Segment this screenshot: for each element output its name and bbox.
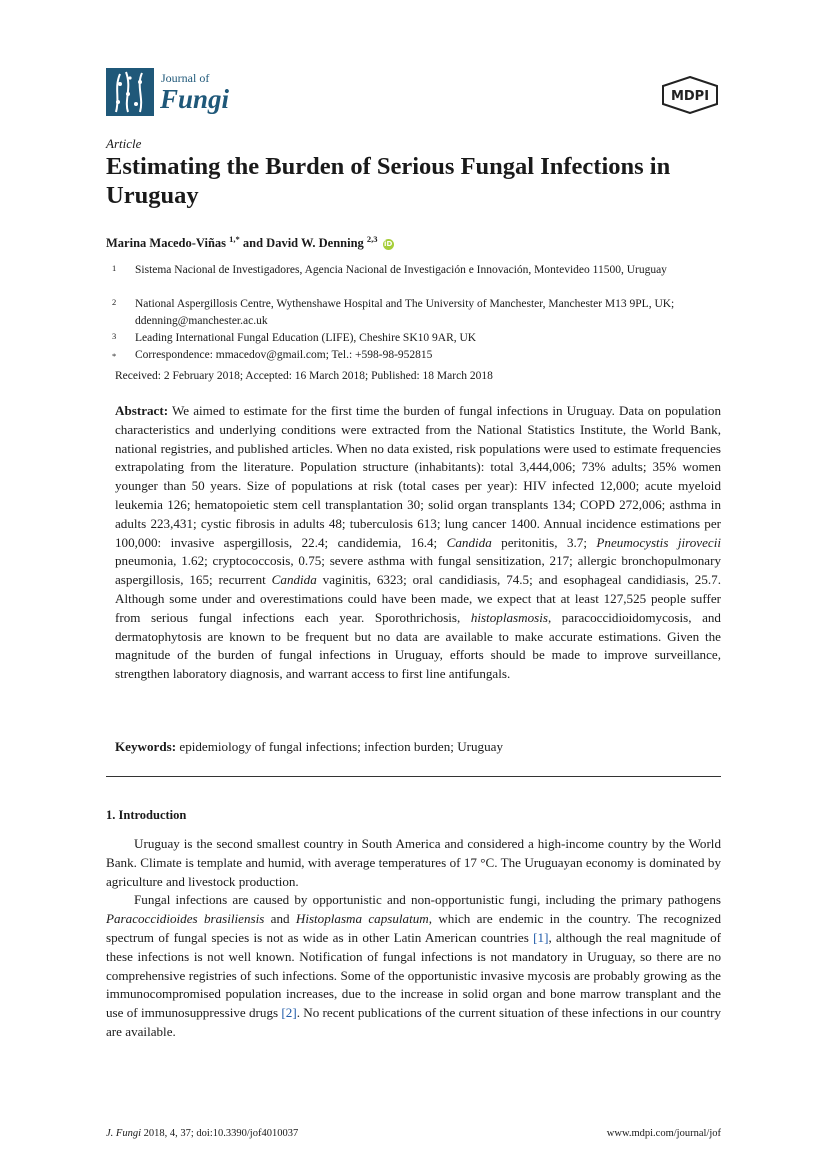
affiliation-mark: 2 xyxy=(112,297,117,307)
text-run: . No recent publications of the current situation of these infections in our country are available. xyxy=(106,1005,721,1039)
italic-term: Candida xyxy=(271,572,317,588)
affiliation-text: National Aspergillosis Centre, Wythenshawe Hospital and The University of Manchester, Manchester M13 9PL, UK; ddenning@manchester.ac.uk xyxy=(135,298,675,327)
text-run: We aimed to estimate for the first time the burden of fungal infections in Uruguay. Data on population characteristics and underlying conditions were extracted from the National Statistics Institute, the World Bank, national registries, and published articles. When no data existed, risk populations were used to estimate frequencies extrapolating from the literature. Population structure (inhabitants): total 3,444,006; 73% adults; 35% women younger than 50 years. Size of populations at risk (total cases per year): HIV infected 12,000; acute myeloid leukemia 126; hematopoietic stem cell transplantation 30; solid organ transplants 134; COPD 272,006; asthma in adults 223,431; cystic fibrosis in adults 48; tuberculosis 613; lung cancer 1400. Annual incidence estimations per 100,000: invasive aspergillosis, 22.4; candidemia, 16.4; xyxy=(115,403,721,550)
author-connector: and xyxy=(239,236,267,251)
text-run: peritonitis, 3.7; xyxy=(491,534,597,550)
text-run: , paracoccidioidomycosis, and dermatophytosis are known to be frequent but no data are available to make accurate estimations. Given the magnitude of the burden of fungal infections in Uruguay, efforts should be made to improve surveillance, strengthen laboratory diagnosis, and warrant access to first line antifungals. xyxy=(115,609,721,682)
affiliation-text: Sistema Nacional de Investigadores, Agencia Nacional de Investigación e Innovación, Montevideo 11500, Uruguay xyxy=(135,264,667,276)
italic-term: Paracoccidioides brasiliensis xyxy=(106,911,265,927)
citation-text: 2018, 4, 37; doi:10.3390/jof4010037 xyxy=(141,1128,299,1139)
journal-of-label: Journal of xyxy=(161,71,210,85)
text-run: , although the real magnitude of these infections is not well known. Notification of fungal infections is not mandatory in Uruguay, so there are no comprehensive registries of such infections. Some of the opportunistic invasive mycosis are probably growing as the immunocompromised population increases, due to the increase in solid organ and bone marrow transplant and the use of immunosuppressive drugs xyxy=(106,929,721,1021)
article-type: Article xyxy=(106,136,142,151)
body-text xyxy=(106,835,721,1042)
italic-term: Pneumocystis jirovecii xyxy=(596,534,721,550)
affiliation-text: Leading International Fungal Education (LIFE), Cheshire SK10 9AR, UK xyxy=(135,332,477,344)
keywords xyxy=(115,738,721,757)
mdpi-logo-icon xyxy=(660,76,720,114)
journal-logo-icon xyxy=(106,68,154,116)
author-affiliation-marks: 2,3 xyxy=(366,234,378,244)
italic-term: Histoplasma capsulatum xyxy=(295,911,429,927)
section-heading: 1. Introduction xyxy=(106,808,187,822)
author-name: Marina Macedo-Viñas xyxy=(106,236,227,251)
affiliation-mark: 3 xyxy=(112,331,117,341)
text-run: , which are endemic in the country. The recognized spectrum of fungal species is not as wide as in other Latin American countries xyxy=(106,911,721,945)
text-run: and xyxy=(264,911,296,927)
publisher-logo-text: MDPI xyxy=(670,89,710,104)
affiliation-mark: * xyxy=(112,351,117,361)
keywords-text: epidemiology of fungal infections; infection burden; Uruguay xyxy=(176,739,504,754)
abstract-text xyxy=(115,403,721,681)
affiliation-mark: 1 xyxy=(112,263,117,273)
author-list xyxy=(106,234,394,251)
publication-dates: Received: 2 February 2018; Accepted: 16 March 2018; Published: 18 March 2018 xyxy=(115,370,493,382)
italic-term: histoplasmosis xyxy=(470,609,548,625)
author-name: David W. Denning xyxy=(266,236,364,251)
journal-name: Fungi xyxy=(160,84,230,114)
abstract xyxy=(115,402,721,684)
orcid-icon[interactable]: iD xyxy=(384,240,393,249)
text-run: Uruguay is the second smallest country in South America and considered a high-income country by the World Bank. Climate is template and humid, with average temperatures of 17 °C. The Uruguayan economy is dominated by agriculture and livestock production. xyxy=(106,836,721,889)
text-run: Fungal infections are caused by opportunistic and non-opportunistic fungi, including the primary pathogens xyxy=(134,892,721,908)
body-paragraph xyxy=(106,891,721,1041)
affiliation-text: Correspondence: mmacedov@gmail.com; Tel.: +598-98-952815 xyxy=(135,349,433,361)
italic-term: Candida xyxy=(446,534,492,550)
footer-url[interactable]: www.mdpi.com/journal/jof xyxy=(606,1128,721,1139)
text-run: vaginitis, 6323; oral candidiasis, 74.5; and esophageal candidiasis, 25.7. Although some under and overestimations could have been made, we expect that at least 127,525 people suffer from serious fungal infections each year. Sporothrichosis, xyxy=(115,572,721,625)
text-run: pneumonia, 1.62; cryptococcosis, 0.75; severe asthma with fungal sensitization, 217; allergic bronchopulmonary aspergillosis, 165; recurrent xyxy=(115,553,721,588)
keywords-label: Keywords: xyxy=(115,739,177,754)
article-title: Estimating the Burden of Serious Fungal Infections in Uruguay xyxy=(106,153,671,209)
author-affiliation-marks: 1,* xyxy=(229,234,240,244)
journal-abbrev: J. Fungi xyxy=(106,1128,141,1139)
citation-link[interactable]: [1] xyxy=(533,929,549,945)
body-paragraph xyxy=(106,835,721,891)
footer-citation xyxy=(106,1128,298,1139)
section-divider xyxy=(106,776,721,777)
abstract-label: Abstract: xyxy=(115,403,169,418)
citation-link[interactable]: [2] xyxy=(281,1005,297,1021)
